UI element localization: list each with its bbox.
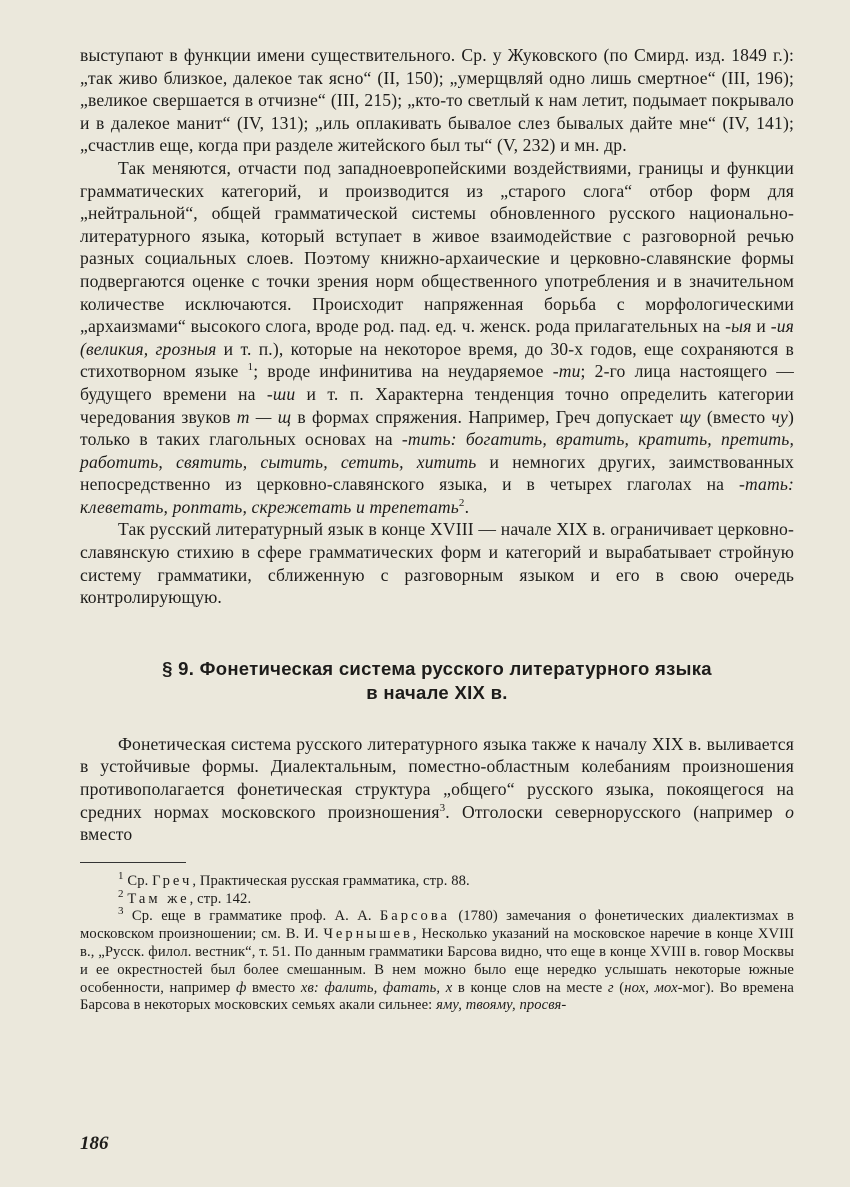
section-heading xyxy=(80,657,794,705)
author-name: Барсова xyxy=(379,908,451,925)
section-heading-line-1: § 9. Фонетическая система русского литературного языка xyxy=(162,657,712,679)
text: и т. п.), которые на некоторое время, до 30-х годов, еще сохраняются в стихотворном языке xyxy=(80,338,794,382)
italic-text: -тить: богатить, вратить, кратить, претить, работить, святить, сытить, сетить, хитить xyxy=(80,429,794,472)
footnote-1 xyxy=(80,869,794,891)
italic-text: -ти xyxy=(552,361,581,382)
text: и xyxy=(751,316,771,337)
italic-text: т — щ xyxy=(236,406,292,427)
footnote-number: 3 xyxy=(118,905,124,918)
footnote-ref-2[interactable]: 2 xyxy=(458,497,465,510)
italic-text: нох, мох xyxy=(624,979,678,996)
paragraph-3 xyxy=(80,518,794,608)
text: (вместо xyxy=(700,406,772,427)
ibid-text: Там же xyxy=(127,890,190,907)
italic-text: г xyxy=(607,979,614,996)
text: , стр. 142. xyxy=(189,890,252,907)
text: и т. п. Характерна тенденция точно определить категории чередования звуков xyxy=(80,383,794,427)
italic-text: о xyxy=(785,801,795,822)
paragraph-1 xyxy=(80,44,794,157)
text: в конце слов на месте xyxy=(452,979,608,996)
author-name: Чернышев xyxy=(323,926,413,943)
text: и немногих других, заимствованных непосредственно из церковно-славянского языка, и в четырех глаголах на xyxy=(80,451,795,495)
text: ) только в таких глагольных основах на xyxy=(80,406,794,450)
italic-text: щу xyxy=(679,406,701,427)
text: Ср. xyxy=(123,872,153,889)
text: Так русский литературный язык в конце XVIII — начале XIX в. ограничивает церковно-славянскую стихию в сфере грамматических форм и категорий и вырабатывает стройную систему грамматики, сближенную с разговорным языком и его в свою очередь контролирующую. xyxy=(80,519,794,608)
text: ; вроде инфинитива на неударяемое xyxy=(253,361,553,382)
section-heading-line-2: в начале XIX в. xyxy=(366,681,508,703)
author-name: Греч xyxy=(152,872,193,889)
text: ; 2-го лица настоящего — будущего времени на xyxy=(80,361,794,404)
text: Так меняются, отчасти под западноевропейскими воздействиями, границы и функции грамматических категорий, и производится из „старого слога“ отбор форм для „нейтральной“, общей грамматической системы обновленного русского национально-литературного языка, который вступает в живое взаимодействие с разговорной речью разных социальных слоев. Поэтому книжно-архаические и церковно-славянские формы подвергаются оценке с точки зрения норм общественного употребления и в значительном количестве исключаются. Происходит напряженная борьба с морфологическими „архаизмами“ высокого слога, вроде род. пад. ед. ч. женск. рода прилагательных на xyxy=(80,157,794,337)
page-number: 186 xyxy=(80,1133,109,1154)
text: Ср. еще в грамматике проф. А. А. xyxy=(123,908,380,925)
paragraph-4 xyxy=(80,733,794,846)
text: выступают в функции имени существительного. Ср. у Жуковского (по Смирд. изд. 1849 г.): „так живо близкое, далекое так ясно“ (II, 150); „умерщвляй одно лишь смертное“ (III, 196); „великое свершается в отчизне“ (III, 215); „кто-то светлый к нам летит, подымает покрывало и в далекое манит“ (IV, 131); „иль оплакивать бывалое слез бывалых дайте мне“ (IV, 141); „счастлив еще, когда при разделе житейского был ты“ (V, 232) и мн. др. xyxy=(80,45,794,156)
text: в формах спряжения. Например, Греч допускает xyxy=(291,406,680,427)
footnote-ref-1[interactable]: 1 xyxy=(247,361,254,374)
footnote-2 xyxy=(80,887,794,909)
text: . xyxy=(464,496,470,517)
footnote-ref-3[interactable]: 3 xyxy=(439,801,446,814)
text: . Отголоски севернорусского (например xyxy=(445,801,786,822)
italic-text: -ия (великия, грозныя xyxy=(80,316,794,359)
italic-text: -ши xyxy=(266,383,296,404)
text: вместо xyxy=(80,824,133,845)
text: Фонетическая система русского литературного языка также к началу XIX в. выливается в устойчивые формы. Диалектальным, поместно-областным колебаниям произношения противополагается фонетическая структура „общего“ русского языка, покоящегося на средних нормах московского произношения xyxy=(80,733,794,822)
paragraph-2 xyxy=(80,157,794,519)
italic-text: -ыя xyxy=(725,316,752,337)
text: вместо xyxy=(246,979,301,996)
italic-text: яму, твояму, просвя- xyxy=(436,997,567,1014)
text: , Несколько указаний на московское наречие в конце XVIII в., „Русск. филол. вестник“, т. 51. По данным грамматики Барсова видно, что еще в конце XVIII в. говор Москвы и ее окрестностей был более смешанным. В нем можно было еще нередко услышать некоторые южные особенности, например xyxy=(80,926,794,996)
italic-text: хв: фалить, фатать, х xyxy=(300,979,453,996)
italic-text: чу xyxy=(771,406,788,427)
text: -мог). Во времена Барсова в некоторых московских семьях акали сильнее: xyxy=(80,979,794,1014)
footnote-3 xyxy=(80,905,794,1015)
italic-text: ф xyxy=(235,979,247,996)
text: ( xyxy=(613,979,625,996)
footnote-number: 2 xyxy=(118,887,124,900)
text: , Практическая русская грамматика, стр. 88. xyxy=(192,872,470,889)
italic-text: -тать: клеветать, роптать, скрежетать и трепетать xyxy=(80,474,794,517)
footnote-number: 1 xyxy=(118,869,124,882)
footnote-divider xyxy=(80,862,186,863)
text: (1780) замечания о фонетических диалектизмах в московском произношении; см. В. И. xyxy=(80,908,794,943)
